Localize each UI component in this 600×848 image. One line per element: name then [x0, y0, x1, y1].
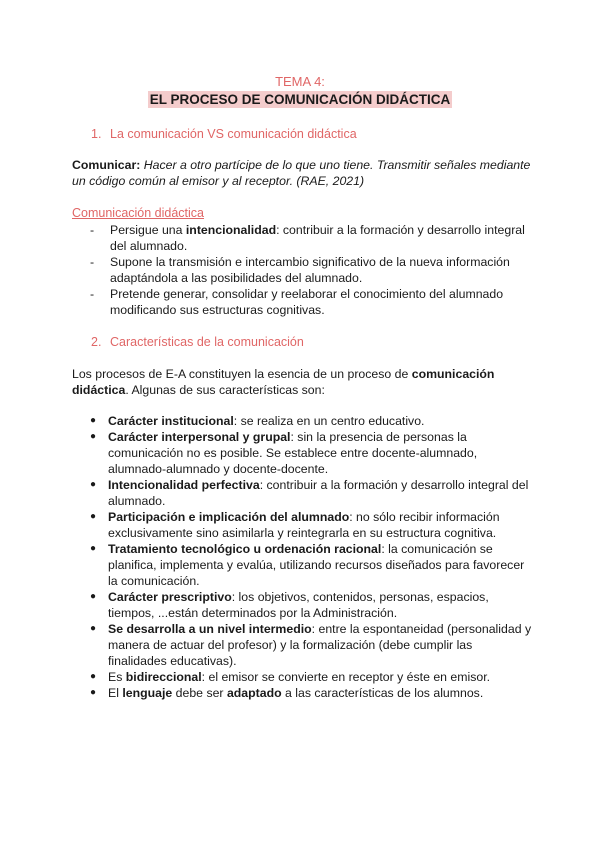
section-1-heading	[91, 127, 357, 142]
section-1-title: La comunicación VS comunicación didáctica	[110, 127, 357, 141]
tema-label: TEMA 4:	[275, 74, 325, 89]
section-2-number: 2.	[91, 335, 102, 349]
definition-term: Comunicar:	[72, 158, 141, 172]
list-item: ● Tratamiento tecnológico u ordenación racional: la comunicación se planifica, implementa y evalúa, utilizando recursos diseñados para favorecer la comunicación.	[90, 542, 525, 588]
definition-text: Hacer a otro partícipe de lo que uno tiene. Transmitir señales mediante un código común al emisor y al receptor. (RAE, 2021)	[72, 158, 531, 188]
list-item: - Supone la transmisión e intercambio significativo de la nueva información adaptándola a las posibilidades del alumnado.	[90, 255, 510, 285]
list-item: ● Carácter interpersonal y grupal: sin la presencia de personas la comunicación no es posible. Se establece entre docente-alumnado, alumnado-alumnado y docente-docente.	[90, 430, 478, 476]
section-2-heading	[91, 335, 304, 350]
list-item: ● Se desarrolla a un nivel intermedio: entre la espontaneidad (personalidad y manera de actuar del profesor) y la formalización (debe cumplir las finalidades educativas).	[90, 622, 532, 668]
section-1-number: 1.	[91, 127, 102, 141]
list-item: ● Carácter institucional: se realiza en un centro educativo.	[90, 414, 425, 428]
didactic-communication-subheading: Comunicación didáctica	[72, 206, 205, 220]
list-item: - Persigue una intencionalidad: contribuir a la formación y desarrollo integral del alumnado.	[90, 223, 525, 253]
document-title: EL PROCESO DE COMUNICACIÓN DIDÁCTICA	[149, 92, 451, 107]
list-item: ● El lenguaje debe ser adaptado a las características de los alumnos.	[90, 686, 484, 700]
section-2-title: Características de la comunicación	[110, 335, 304, 349]
definition-paragraph	[72, 157, 532, 189]
list-item: ● Participación e implicación del alumnado: no sólo recibir información exclusivamente sino asimilarla y reintegrarla en su estructura cognitiva.	[90, 510, 500, 540]
list-item: ● Intencionalidad perfectiva: contribuir a la formación y desarrollo integral del alumnado.	[90, 478, 529, 508]
intro-paragraph: Los procesos de E-A constituyen la esencia de un proceso de comunicación didáctica. Algunas de sus características son:	[72, 367, 495, 397]
characteristics-list	[90, 413, 532, 701]
document-title-wrap	[0, 91, 600, 109]
list-item: ● Es bidireccional: el emisor se convierte en receptor y éste en emisor.	[90, 670, 491, 684]
list-item: - Pretende generar, consolidar y reelaborar el conocimiento del alumnado modificando sus estructuras cognitivas.	[90, 287, 504, 317]
list-item: ● Carácter prescriptivo: los objetivos, contenidos, personas, espacios, tiempos, ...están determinados por la Administración.	[90, 590, 489, 620]
didactic-communication-list	[90, 222, 530, 318]
